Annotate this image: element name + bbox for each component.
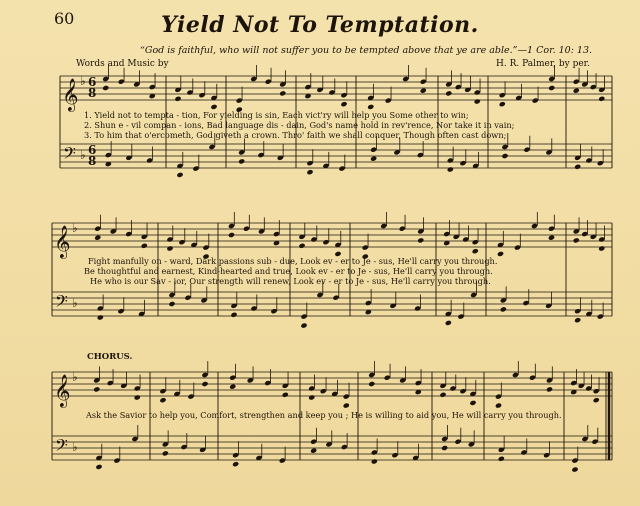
treble-clef-icon: 𝄞 bbox=[62, 78, 79, 111]
note-head bbox=[300, 323, 307, 329]
lyric-line: Fight manfully on - ward, Dark passions sub - due, Look ev - er to Je - sus, He'll carry you through. bbox=[88, 256, 498, 266]
bass-clef-icon: 𝄢 bbox=[55, 291, 68, 315]
note-head bbox=[447, 166, 454, 172]
bass-clef-icon: 𝄢 bbox=[55, 435, 68, 459]
note-head bbox=[441, 445, 448, 451]
note-head bbox=[174, 96, 181, 102]
note-head bbox=[573, 237, 580, 243]
note-head bbox=[445, 90, 452, 96]
flat-icon: ♭ bbox=[80, 148, 86, 162]
note-head bbox=[238, 158, 245, 164]
epigraph: “God is faithful, who will not suffer you to be tempted above that ye are able.”—1 Cor. 10: 13. bbox=[140, 45, 593, 56]
note-head bbox=[439, 392, 446, 398]
note-head bbox=[176, 172, 183, 178]
treble-clef-icon: 𝄞 bbox=[54, 374, 71, 407]
chorus-lyric-line: Ask the Savior to help you, Comfort, strengthen and keep you ; He is willing to aid you, He will carry you through. bbox=[86, 410, 562, 420]
note-head bbox=[279, 90, 286, 96]
note-head bbox=[469, 400, 476, 406]
note-head bbox=[232, 461, 239, 467]
note-head bbox=[159, 397, 166, 403]
note-head bbox=[546, 386, 553, 392]
bass-clef-icon: 𝄢 bbox=[63, 143, 76, 167]
note-head bbox=[472, 248, 479, 254]
time-signature-icon: 6 bbox=[88, 143, 97, 157]
note-head bbox=[445, 320, 452, 326]
flat-icon: ♭ bbox=[72, 221, 78, 235]
note-head bbox=[94, 235, 101, 241]
note-head bbox=[306, 169, 313, 175]
note-head bbox=[498, 456, 505, 462]
credit-left: Words and Music by bbox=[76, 59, 169, 69]
note-head bbox=[97, 314, 104, 320]
flat-icon: ♭ bbox=[72, 440, 78, 454]
flat-icon: ♭ bbox=[80, 74, 86, 88]
lyric-line: 2. Shun e - vil compan - ions, Bad language dis - dain, God's name hold in rev'rence, Nor take it in vain; bbox=[84, 120, 515, 130]
note-head bbox=[573, 88, 580, 94]
note-head bbox=[474, 98, 481, 104]
note-head bbox=[93, 386, 100, 392]
note-head bbox=[593, 397, 600, 403]
note-head bbox=[298, 243, 305, 249]
hymn-title: Yield Not To Temptation. bbox=[161, 12, 479, 38]
note-head bbox=[368, 381, 375, 387]
note-head bbox=[497, 251, 504, 257]
note-head bbox=[228, 232, 235, 238]
note-head bbox=[495, 403, 502, 409]
lyric-line: 3. To him that o'ercometh, God giveth a crown. Thro' faith we shall conquer, Though often cast down; bbox=[84, 130, 507, 140]
note-head bbox=[371, 458, 378, 464]
note-head bbox=[420, 88, 427, 94]
note-head bbox=[310, 448, 317, 454]
composer-credit: H. R. Palmer, by per. bbox=[496, 59, 590, 69]
note-head bbox=[574, 164, 581, 170]
lyric-line: He who is our Sav - ior, Our strength will renew, Look ev - er to Je - sus, He'll carry you through. bbox=[90, 276, 491, 286]
note-head bbox=[168, 301, 175, 307]
lyric-line: 1. Yield not to tempta - tion, For yielding is sin, Each vict'ry will help you Some other to win; bbox=[84, 110, 469, 120]
note-head bbox=[141, 243, 148, 249]
note-head bbox=[282, 392, 289, 398]
flat-icon: ♭ bbox=[72, 370, 78, 384]
note-head bbox=[499, 101, 506, 107]
time-signature-icon: 8 bbox=[88, 86, 97, 100]
note-head bbox=[500, 306, 507, 312]
flat-icon: ♭ bbox=[72, 296, 78, 310]
note-head bbox=[308, 394, 315, 400]
note-head bbox=[571, 467, 578, 473]
note-head bbox=[501, 153, 508, 159]
time-signature-icon: 6 bbox=[88, 75, 97, 89]
note-head bbox=[417, 237, 424, 243]
lyric-line: Be thoughtful and earnest, Kind-hearted and true, Look ev - er to Je - sus, He'll carry you through. bbox=[84, 266, 493, 276]
note-head bbox=[340, 101, 347, 107]
note-head bbox=[574, 317, 581, 323]
note-head bbox=[598, 245, 605, 251]
note-head bbox=[102, 85, 109, 91]
note-head bbox=[343, 403, 350, 409]
note-head bbox=[95, 464, 102, 470]
note-head bbox=[370, 156, 377, 162]
note-head bbox=[166, 245, 173, 251]
page-number: 60 bbox=[54, 9, 75, 28]
note-head bbox=[162, 450, 169, 456]
note-head bbox=[548, 235, 555, 241]
time-signature-icon: 8 bbox=[88, 154, 97, 168]
note-head bbox=[134, 394, 141, 400]
note-head bbox=[598, 96, 605, 102]
note-head bbox=[548, 85, 555, 91]
note-head bbox=[229, 384, 236, 390]
note-head bbox=[230, 312, 237, 318]
note-head bbox=[201, 381, 208, 387]
treble-clef-icon: 𝄞 bbox=[54, 225, 71, 258]
chorus-label: CHORUS. bbox=[87, 352, 133, 362]
